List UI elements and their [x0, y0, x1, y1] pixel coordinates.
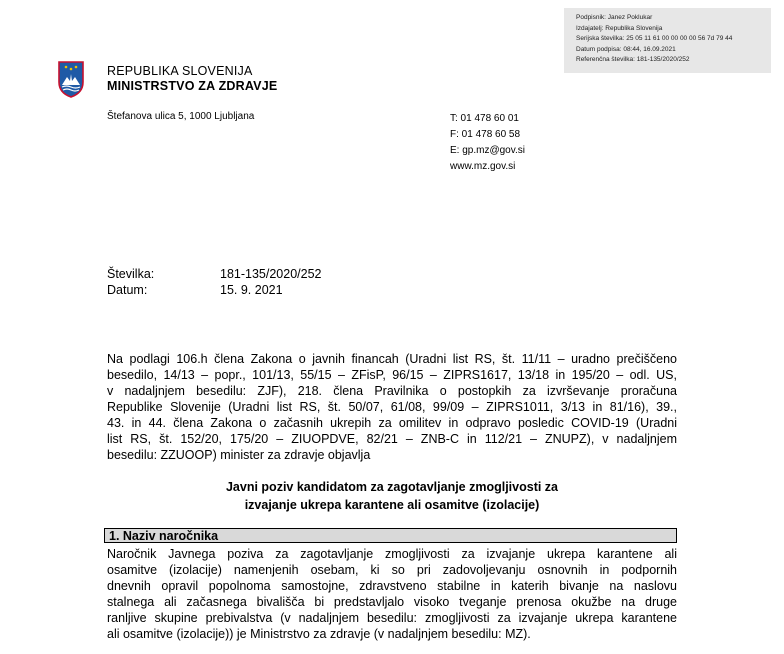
- signature-serial: Serijska številka: 25 05 11 61 00 00 00 00 56 7d 79 44: [576, 35, 733, 42]
- fax: F: 01 478 60 58: [450, 129, 521, 140]
- org-republic: REPUBLIKA SLOVENIJA: [107, 64, 253, 78]
- phone: T: 01 478 60 01: [450, 113, 519, 124]
- intro-line: besedilo, 14/13 – popr., 101/13, 55/15 – ZFisP, 96/15 – ZIPRS1617, 13/18 in 195/20 – odl. US,: [107, 368, 677, 382]
- number-label: Številka:: [107, 267, 155, 281]
- signature-reference: Referenčna številka: 181-135/2020/252: [576, 56, 690, 63]
- intro-line: Na podlagi 106.h člena Zakona o javnih financah (Uradni list RS, št. 11/11 – uradno prečiščeno: [107, 352, 677, 366]
- intro-paragraph: [107, 351, 677, 463]
- intro-line: list RS, št. 152/20, 175/20 – ZIUOPDVE, 82/21 – ZNB-C in 112/21 – ZNUPZ), v nadaljnjem: [107, 432, 677, 446]
- intro-line: Republike Slovenije (Uradni list RS, št. 50/07, 61/08, 99/09 – ZIPRS1011, 3/13 in 81/16), 39.,: [107, 400, 677, 414]
- section-body: [107, 546, 677, 642]
- date-value: 15. 9. 2021: [220, 283, 283, 297]
- section-line: ali osamitve (izolacije)) je Ministrstvo za zdravje (v nadaljnjem besedilu: MZ).: [107, 627, 531, 641]
- signature-date: Datum podpisa: 08:44, 16.09.2021: [576, 45, 676, 53]
- document-meta: [107, 266, 321, 298]
- intro-line: besedilu: ZZUOOP) minister za zdravje objavlja: [107, 448, 371, 462]
- section-line: stalnega ali začasnega bivališča bi predstavljalo visoko tveganje prenosa okužbe na druge: [107, 595, 677, 609]
- intro-line: v nadaljnjem besedilu: ZJF), 218. člena Pravilnika o postopkih za izvrševanje proračuna: [107, 384, 677, 398]
- org-ministry: MINISTRSTVO ZA ZDRAVJE: [107, 79, 278, 93]
- section-line: dnevnih opravil popolnoma samostojne, zdravstveno stabilne in katerih bivanje na naslovu: [107, 579, 677, 593]
- document-title: [107, 478, 677, 514]
- email-link[interactable]: E: gp.mz@gov.si: [450, 145, 525, 156]
- contact-block: [450, 111, 525, 175]
- digital-signature-box: [564, 8, 771, 73]
- coat-of-arms-icon: [57, 60, 85, 98]
- section-line: Naročnik Javnega poziva za zagotavljanje zmogljivosti za izvajanje ukrepa karantene ali: [107, 547, 677, 561]
- title-line: izvajanje ukrepa karantene ali osamitve (izolacije): [244, 498, 540, 512]
- section-line: osamitve (izolacije) namenjenih osebam, ki so pri zadovoljevanju osnovnih in podpornih: [107, 563, 677, 577]
- number-value: 181-135/2020/252: [220, 267, 322, 281]
- postal-address: Štefanova ulica 5, 1000 Ljubljana: [107, 111, 255, 122]
- title-line: Javni poziv kandidatom za zagotavljanje zmogljivosti za: [225, 480, 559, 494]
- date-label: Datum:: [107, 283, 148, 297]
- organization-name: [107, 64, 277, 94]
- website-link[interactable]: www.mz.gov.si: [450, 161, 516, 172]
- section-heading: 1. Naziv naročnika: [104, 528, 677, 543]
- signature-issuer: Izdajatelj: Republika Slovenija: [576, 24, 663, 32]
- signature-signer: Podpisnik: Janez Poklukar: [576, 14, 653, 21]
- intro-line: 43. in 44. člena Zakona o začasnih ukrepih za omilitev in odpravo posledic COVID-19 (Uradni: [107, 416, 677, 430]
- section-line: ranljive skupine prebivalstva (v nadaljnjem besedilu: zmogljivosti za izvajanje ukrepa karantene: [107, 611, 677, 625]
